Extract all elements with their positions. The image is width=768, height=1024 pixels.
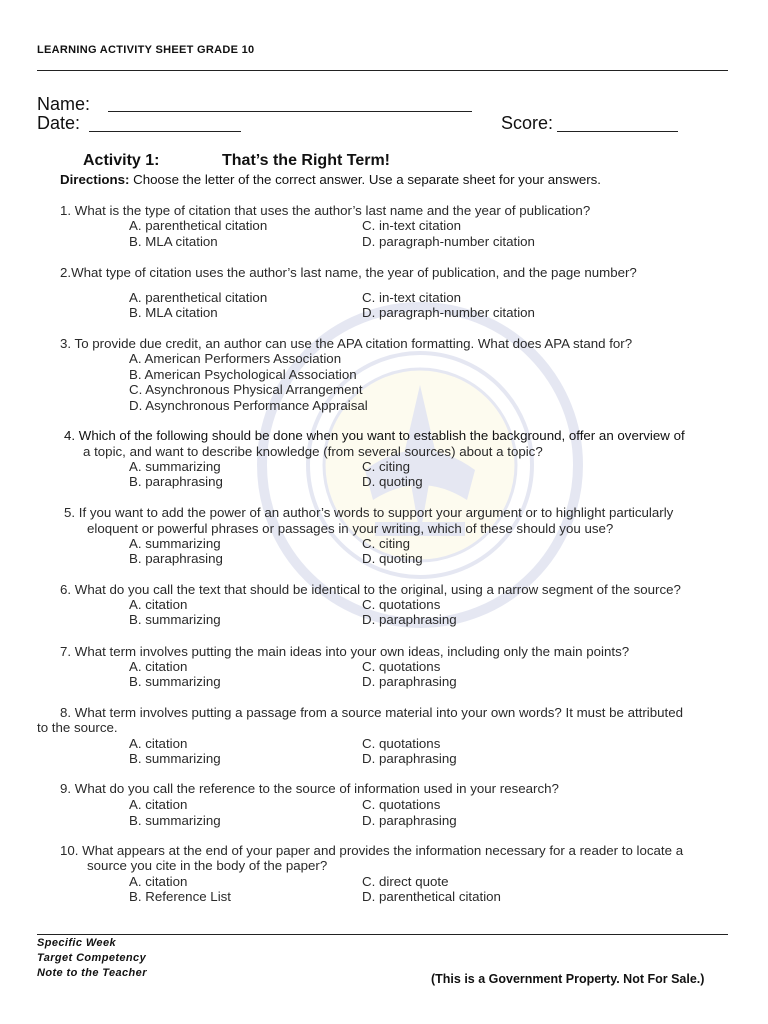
government-property-notice: (This is a Government Property. Not For Sale.) [431, 972, 705, 986]
q3-option-c[interactable]: C. Asynchronous Physical Arrangement [129, 382, 363, 397]
q7-option-c[interactable]: C. quotations [362, 659, 441, 674]
question-10-line-2: source you cite in the body of the paper? [87, 858, 328, 873]
q5-option-a[interactable]: A. summarizing [129, 536, 221, 551]
q10-option-d[interactable]: D. parenthetical citation [362, 889, 501, 904]
sheet-header-title: LEARNING ACTIVITY SHEET GRADE 10 [37, 44, 255, 56]
question-10-line-1: 10. What appears at the end of your paper and provides the information necessary for a reader to locate a [60, 843, 684, 858]
directions [60, 172, 601, 187]
q1-option-d[interactable]: D. paragraph-number citation [362, 234, 535, 249]
directions-text: Choose the letter of the correct answer. Use a separate sheet for your answers. [129, 172, 601, 187]
question-3-text: 3. To provide due credit, an author can use the APA citation formatting. What does APA stand for? [60, 336, 633, 351]
q1-option-c[interactable]: C. in-text citation [362, 218, 462, 233]
question-8-line-2: to the source. [37, 720, 118, 735]
question-5-line-2: eloquent or powerful phrases or passages in your writing, which of these should you use? [87, 521, 614, 536]
q9-option-c[interactable]: C. quotations [362, 797, 441, 812]
q4-option-a[interactable]: A. summarizing [129, 459, 221, 474]
q8-option-d[interactable]: D. paraphrasing [362, 751, 457, 766]
q1-option-b[interactable]: B. MLA citation [129, 234, 218, 249]
name-label: Name: [37, 94, 91, 114]
q2-option-c[interactable]: C. in-text citation [362, 290, 462, 305]
q2-option-d[interactable]: D. paragraph-number citation [362, 305, 535, 320]
q10-option-c[interactable]: C. direct quote [362, 874, 449, 889]
question-4-line-1: 4. Which of the following should be done when you want to establish the background, offer an overview of [64, 428, 685, 443]
q2-option-b[interactable]: B. MLA citation [129, 305, 218, 320]
q9-option-d[interactable]: D. paraphrasing [362, 813, 457, 828]
q7-option-a[interactable]: A. citation [129, 659, 188, 674]
footer-specific-week: Specific Week [37, 937, 116, 949]
q5-option-d[interactable]: D. quoting [362, 551, 423, 566]
q8-option-b[interactable]: B. summarizing [129, 751, 221, 766]
activity-title: That’s the Right Term! [222, 152, 390, 169]
footer-target-competency: Target Competency [37, 952, 147, 964]
name-blank[interactable] [108, 111, 472, 112]
date-blank[interactable] [89, 131, 241, 132]
question-6-text: 6. What do you call the text that should be identical to the original, using a narrow segment of the source? [60, 582, 681, 597]
question-1-text: 1. What is the type of citation that uses the author’s last name and the year of publication? [60, 203, 591, 218]
q9-option-b[interactable]: B. summarizing [129, 813, 221, 828]
q5-option-c[interactable]: C. citing [362, 536, 411, 551]
q6-option-b[interactable]: B. summarizing [129, 612, 221, 627]
q6-option-a[interactable]: A. citation [129, 597, 188, 612]
q9-option-a[interactable]: A. citation [129, 797, 188, 812]
q10-option-a[interactable]: A. citation [129, 874, 188, 889]
footer-divider [37, 934, 728, 935]
footer-note-to-teacher: Note to the Teacher [37, 967, 147, 979]
q3-option-a[interactable]: A. American Performers Association [129, 351, 342, 366]
question-4-line-2: a topic, and want to describe knowledge (from several sources) about a topic? [83, 444, 543, 459]
q4-option-b[interactable]: B. paraphrasing [129, 474, 223, 489]
q3-option-b[interactable]: B. American Psychological Association [129, 367, 357, 382]
q4-option-d[interactable]: D. quoting [362, 474, 423, 489]
q2-option-a[interactable]: A. parenthetical citation [129, 290, 268, 305]
date-label: Date: [37, 113, 81, 133]
question-8-line-1: 8. What term involves putting a passage from a source material into your own words? It must be attributed [60, 705, 684, 720]
directions-label: Directions: [60, 172, 130, 187]
question-7-text: 7. What term involves putting the main ideas into your own ideas, including only the main points? [60, 644, 630, 659]
q8-option-a[interactable]: A. citation [129, 736, 188, 751]
question-2-text: 2.What type of citation uses the author’s last name, the year of publication, and the page number? [60, 265, 637, 280]
score-label: Score: [501, 113, 554, 133]
q1-option-a[interactable]: A. parenthetical citation [129, 218, 268, 233]
activity-label: Activity 1: [83, 152, 160, 169]
score-blank[interactable] [557, 131, 678, 132]
q5-option-b[interactable]: B. paraphrasing [129, 551, 223, 566]
q7-option-b[interactable]: B. summarizing [129, 674, 221, 689]
q3-option-d[interactable]: D. Asynchronous Performance Appraisal [129, 398, 368, 413]
q7-option-d[interactable]: D. paraphrasing [362, 674, 457, 689]
question-9-text: 9. What do you call the reference to the source of information used in your research? [60, 781, 559, 796]
question-5-line-1: 5. If you want to add the power of an author’s words to support your argument or to highlight particularly [64, 505, 674, 520]
q8-option-c[interactable]: C. quotations [362, 736, 441, 751]
header-divider [37, 70, 728, 71]
q4-option-c[interactable]: C. citing [362, 459, 411, 474]
q6-option-d[interactable]: D. paraphrasing [362, 612, 457, 627]
q10-option-b[interactable]: B. Reference List [129, 889, 231, 904]
q6-option-c[interactable]: C. quotations [362, 597, 441, 612]
